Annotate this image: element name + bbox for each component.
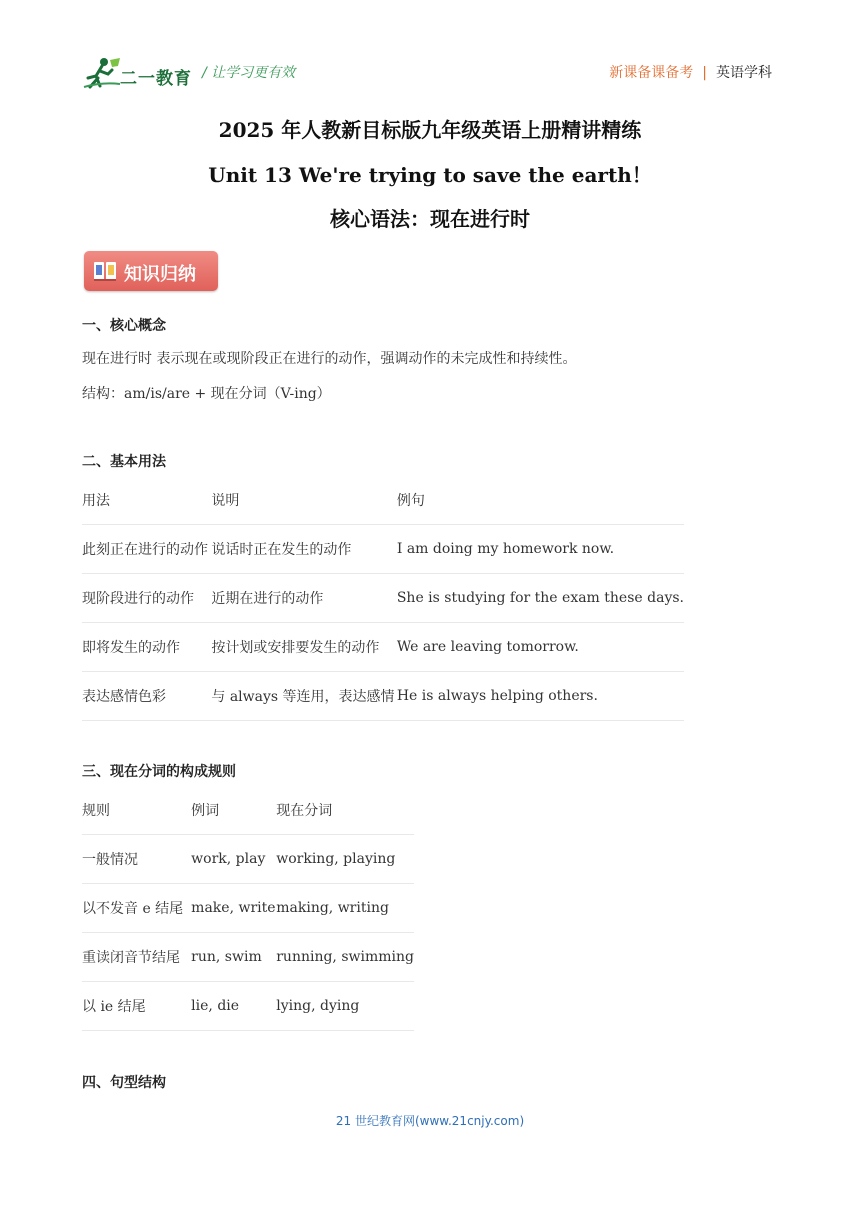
table-cell: make, write [191, 884, 276, 933]
table-cell: lie, die [191, 982, 276, 1031]
table-row [82, 835, 414, 884]
table-cell: making, writing [276, 884, 414, 933]
header-course-info [609, 62, 772, 82]
section3-heading: 三、现在分词的构成规则 [82, 764, 236, 780]
book-icon [92, 258, 118, 284]
knowledge-badge [84, 251, 218, 291]
header-subject: 英语学科 [716, 65, 772, 81]
logo-text: 二一教育 [120, 69, 192, 89]
table-header-row [82, 786, 414, 835]
document-title: 2025 年人教新目标版九年级英语上册精讲精练 [218, 118, 642, 142]
table-row [82, 884, 414, 933]
column-header: 用法 [82, 476, 211, 525]
table-cell: We are leaving tomorrow. [397, 623, 684, 672]
table-cell: 即将发生的动作 [82, 623, 211, 672]
table-cell: running, swimming [276, 933, 414, 982]
logo [82, 56, 192, 90]
structure-text: 结构：am/is/are + 现在分词（V-ing） [82, 386, 331, 402]
table-row [82, 525, 684, 574]
table-cell: 表达感情色彩 [82, 672, 211, 721]
table-row [82, 982, 414, 1031]
header-separator: | [702, 65, 707, 81]
table-row [82, 672, 684, 721]
participle-rules-table [82, 786, 414, 1031]
table-header-row [82, 476, 684, 525]
table-cell: She is studying for the exam these days. [397, 574, 684, 623]
table-cell: 重读闭音节结尾 [82, 933, 191, 982]
header-course: 新课备课备考 [609, 65, 694, 81]
table-cell: working, playing [276, 835, 414, 884]
column-header: 规则 [82, 786, 191, 835]
table-cell: 现阶段进行的动作 [82, 574, 211, 623]
page-header [82, 54, 776, 92]
table-cell: lying, dying [276, 982, 414, 1031]
runner-logo-icon [82, 56, 122, 90]
table-cell: work, play [191, 835, 276, 884]
header-slogan: / 让学习更有效 [202, 65, 296, 81]
table-cell: 说话时正在发生的动作 [211, 525, 396, 574]
table-cell: 一般情况 [82, 835, 191, 884]
badge-label: 知识归纳 [124, 264, 196, 285]
grammar-title: 核心语法：现在进行时 [330, 207, 530, 231]
table-cell: He is always helping others. [397, 672, 684, 721]
table-row [82, 623, 684, 672]
section2-heading: 二、基本用法 [82, 454, 166, 470]
column-header: 例词 [191, 786, 276, 835]
section1-heading: 一、核心概念 [82, 318, 166, 334]
table-cell: I am doing my homework now. [397, 525, 684, 574]
table-cell: run, swim [191, 933, 276, 982]
usage-table [82, 476, 684, 721]
column-header: 例句 [397, 476, 684, 525]
column-header: 说明 [211, 476, 396, 525]
unit-title: Unit 13 We're trying to save the earth！ [208, 163, 652, 187]
table-row [82, 933, 414, 982]
concept-text: 现在进行时 表示现在或现阶段正在进行的动作，强调动作的未完成性和持续性。 [82, 351, 577, 367]
table-cell: 此刻正在进行的动作 [82, 525, 211, 574]
table-cell: 近期在进行的动作 [211, 574, 396, 623]
table-cell: 以 ie 结尾 [82, 982, 191, 1031]
table-row [82, 574, 684, 623]
page-footer[interactable]: 21 世纪教育网(www.21cnjy.com) [335, 1114, 525, 1128]
table-cell: 以不发音 e 结尾 [82, 884, 191, 933]
column-header: 现在分词 [276, 786, 414, 835]
table-cell: 按计划或安排要发生的动作 [211, 623, 396, 672]
section4-heading: 四、句型结构 [82, 1075, 166, 1091]
table-cell: 与 always 等连用，表达感情 [211, 672, 396, 721]
